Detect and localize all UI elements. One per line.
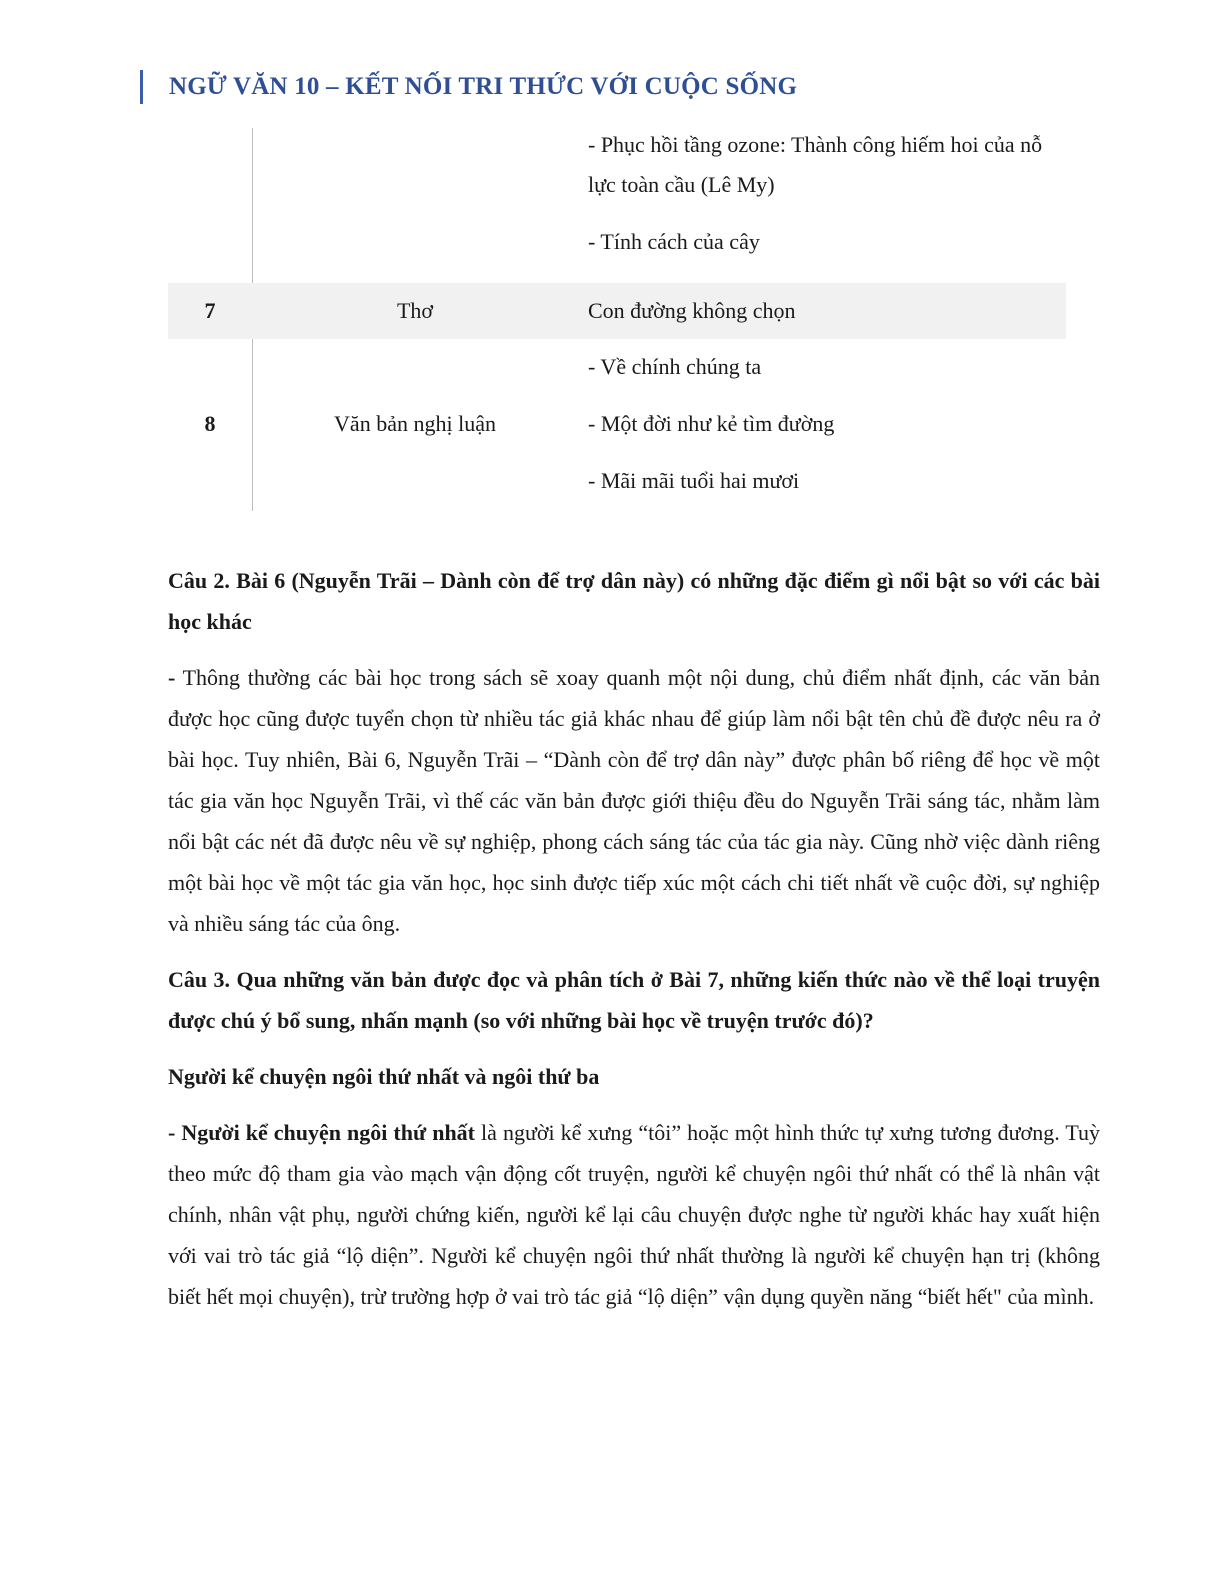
lesson-table xyxy=(168,125,1066,511)
header-title: NGỮ VĂN 10 – KẾT NỐI TRI THỨC VỚI CUỘC SỐNG xyxy=(169,73,798,100)
question-3-subheading: Người kể chuyện ngôi thứ nhất và ngôi thứ ba xyxy=(168,1064,600,1089)
table-row xyxy=(168,125,1066,283)
works-cell xyxy=(588,125,1058,262)
lesson-number: 7 xyxy=(204,298,216,323)
work-item: - Tính cách của cây xyxy=(588,229,760,254)
answer-text: là người kể xưng “tôi” hoặc một hình thức tự xưng tương đương. Tuỳ theo mức độ tham gia vào mạch vận động cốt truyện, người kể chuyện ngôi thứ nhất có thể là nhân vật chính, nhân vật phụ, người chứng kiến, người kể lại câu chuyện được nghe từ người khác hay xuất hiện với vai trò tác giả “lộ diện”. Người kể chuyện ngôi thứ nhất thường là người kể chuyện hạn trị (không biết hết mọi chuyện), trừ trường hợp ở vai trò tác giả “lộ diện” vận dụng quyền năng “biết hết" của mình. xyxy=(168,1120,1100,1309)
question-3-answer xyxy=(168,1112,1100,1317)
works-cell xyxy=(588,347,1058,501)
lesson-number: 8 xyxy=(204,411,216,436)
question-2-answer xyxy=(168,657,1100,944)
question-2-heading: Câu 2. Bài 6 (Nguyễn Trãi – Dành còn để trợ dân này) có những đặc điểm gì nổi bật so với các bài học khác xyxy=(168,568,1100,634)
work-item: - Một đời như kẻ tìm đường xyxy=(588,411,835,436)
answer-dash: - xyxy=(168,665,176,690)
answer-lead: - Người kể chuyện ngôi thứ nhất xyxy=(168,1120,476,1145)
page-header xyxy=(140,70,797,104)
work-item: - Về chính chúng ta xyxy=(588,354,762,379)
works-cell xyxy=(588,291,1058,331)
table-row xyxy=(168,339,1066,511)
table-row xyxy=(168,283,1066,339)
work-item: Con đường không chọn xyxy=(588,298,796,323)
answer-text: Thông thường các bài học trong sách sẽ xoay quanh một nội dung, chủ điểm nhất định, các văn bản được học cũng được tuyển chọn từ nhiều tác giả khác nhau để giúp làm nổi bật tên chủ đề được nêu ra ở bài học. Tuy nhiên, Bài 6, Nguyễn Trãi – “Dành còn để trợ dân này” được phân bố riêng để học về một tác gia văn học Nguyễn Trãi, vì thế các văn bản được giới thiệu đều do Nguyễn Trãi sáng tác, nhằm làm nổi bật các nét đã được nêu về sự nghiệp, phong cách sáng tác của tác gia này. Cũng nhờ việc dành riêng một bài học về một tác gia văn học, học sinh được tiếp xúc một cách chi tiết nhất về cuộc đời, sự nghiệp và nhiều sáng tác của ông. xyxy=(168,665,1100,936)
lesson-genre: Thơ xyxy=(396,298,434,323)
lesson-genre: Văn bản nghị luận xyxy=(334,411,496,436)
work-item: - Mãi mãi tuổi hai mươi xyxy=(588,468,800,493)
document-body xyxy=(168,560,1100,1332)
work-item: - Phục hồi tầng ozone: Thành công hiếm hoi của nỗ lực toàn cầu (Lê My) xyxy=(588,132,1043,197)
question-3-heading: Câu 3. Qua những văn bản được đọc và phân tích ở Bài 7, những kiến thức nào về thể loại truyện được chú ý bổ sung, nhấn mạnh (so với những bài học về truyện trước đó)? xyxy=(168,967,1100,1033)
